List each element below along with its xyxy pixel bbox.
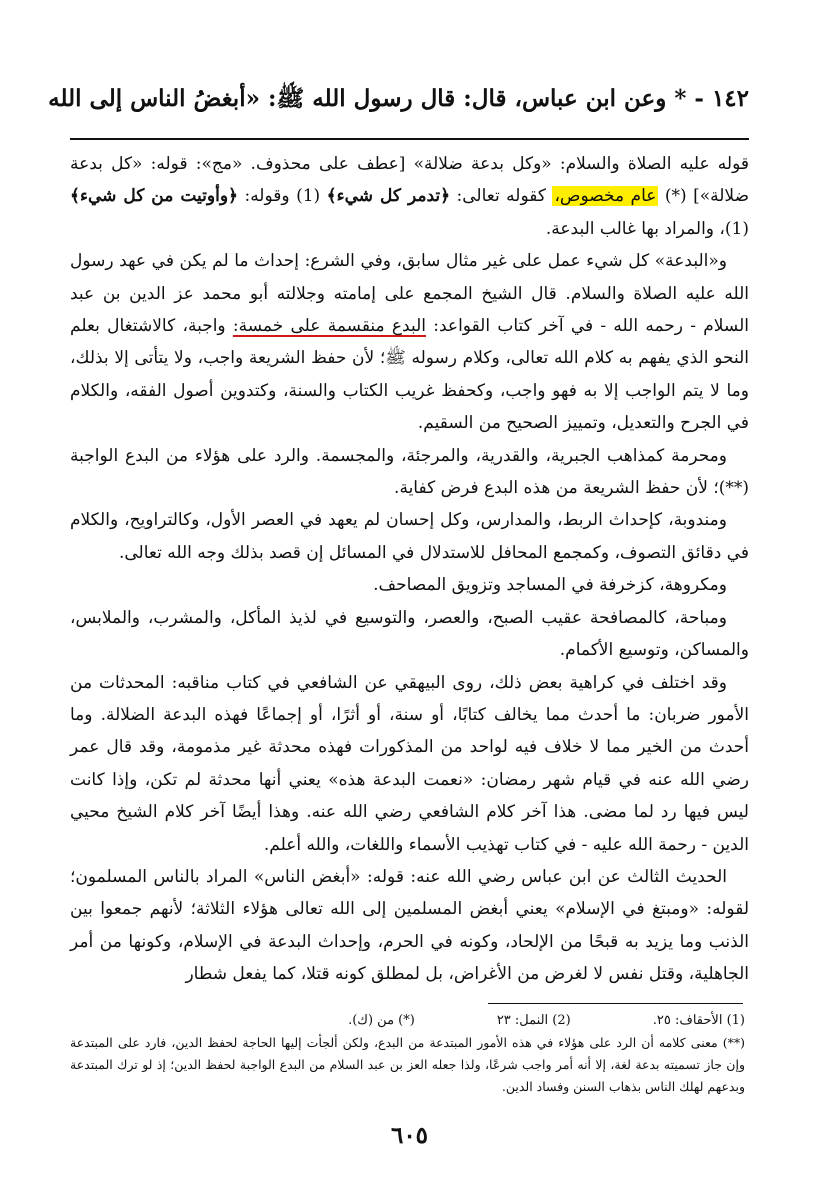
header-divider xyxy=(70,138,749,140)
paragraph-2: و«البدعة» كل شيء عمل على غير مثال سابق، وفي الشرع: إحداث ما لم يكن في عهد رسول الله عليه الصلاة والسلام. قال الشيخ المجمع على إمامته وجلالته أبو محمد عز الدين بن عبد السلام - رحمه الله - في آخر كتاب القواعد: البدع منقسمة على خمسة: واجبة، كالاشتغال بعلم النحو الذي يفهم به كلام الله تعالى، وكلام رسوله ﷺ؛ لأن حفظ الشريعة واجب، ولا يتأتى إلا بذلك، وما لا يتم الواجب إلا به فهو واجب، وكحفظ غريب الكتاب والسنة، وكتدوين أصول الفقه، والكلام في الجرح والتعديل، وتمييز الصحيح من السقيم. xyxy=(70,251,749,434)
footnote-note: (**) معنى كلامه أن الرد على هؤلاء في هذه الأمور المبتدعة من البدع، ولكن ألجأت إليها الحاجة لحفظ الدين، فارد على المبتدعة وإن جاز تسميته بدعة لغة، إلا أنه أمر واجب شرعًا، ولذا جعله العز بن عبد السلام من البدع الواجبة لحفظ الدين؛ إذ لو ترك المبتدعة وبدعهم لهلك الناس بذهاب السنن وفساد الدين. xyxy=(70,1035,745,1094)
footnote-ref-3: (*) من (ك). xyxy=(348,1013,415,1028)
quran-quote-1: ﴿تدمر كل شيء﴾ xyxy=(326,186,451,207)
footnote-references xyxy=(70,1010,745,1032)
paragraph-8: الحديث الثالث عن ابن عباس رضي الله عنه: قوله: «أبغض الناس» المراد بالناس المسلمون؛ لقوله: «ومبتغ في الإسلام» يعني أبغض المسلمين إلى الله تعالى هؤلاء الثلاثة؛ لأنهم جمعوا بين الذنب وما يزيد به قبحًا من الإلحاد، وكونه في الحرم، وإحداث البدعة في الإسلام، وكونها من أمر الجاهلية، وقتل نفس لا لغرض من الأغراض، بل لمطلق كونه قتلا، كما يفعل شطار xyxy=(70,866,749,985)
paragraph-5: ومكروهة، كزخرفة في المساجد وتزويق المصاحف. xyxy=(373,575,727,596)
hadith-header: ١٤٢ - * وعن ابن عباس، قال: قال رسول الله ﷺ: «أبغضُ الناس إلى الله xyxy=(48,85,749,112)
footnote-divider xyxy=(488,1003,743,1004)
paragraph-3: ومحرمة كمذاهب الجبرية، والقدرية، والمرجئة، والمجسمة. والرد على هؤلاء من البدع الواجبة (**)؛ لأن حفظ الشريعة من هذه البدع فرض كفاية. xyxy=(70,445,749,499)
footnotes xyxy=(70,1010,745,1098)
paragraph-7: وقد اختلف في كراهية بعض ذلك، روى البيهقي عن الشافعي في كتاب مناقبه: المحدثات من الأمور ضربان: ما أحدث مما يخالف كتابًا، أو سنة، أو أثرًا، أو إجماعًا فهذه البدعة الضلالة. وما أحدث من الخير مما لا خلاف فيه لواحد من المذكورات فهذه محدثة غير مذمومة، وقد قال عمر رضي الله عنه في قيام شهر رمضان: «نعمت البدعة هذه» يعني أنها محدثة لم تكن، وإذا كانت ليس فيها رد لما مضى. هذا آخر كلام الشافعي رضي الله عنه. وهذا أيضًا آخر كلام الشيخ محيي الدين - رحمة الله عليه - في كتاب تهذيب الأسماء واللغات، والله أعلم. xyxy=(70,672,749,855)
quran-quote-2: ﴿وأوتيت من كل شيء﴾ xyxy=(70,186,238,207)
underlined-phrase: البدع منقسمة على خمسة: xyxy=(232,316,427,337)
paragraph-6: ومباحة، كالمصافحة عقيب الصبح، والعصر، والتوسيع في لذيذ المأكل، والمشرب، والملابس، والمساكن، وتوسيع الأكمام. xyxy=(70,607,749,661)
footnote-ref-2: (2) النمل: ٢٣ xyxy=(496,1013,571,1028)
paragraph-1: قوله عليه الصلاة والسلام: «وكل بدعة ضلالة» [عطف على محذوف. «مج»: قوله: «كل بدعة ضلالة»] (*) عام مخصوص، كقوله تعالى: ﴿تدمر كل شيء﴾ (1) وقوله: ﴿وأوتيت من كل شيء﴾ (1)، والمراد بها غالب البدعة. xyxy=(70,154,750,239)
page-number: ٦٠٥ xyxy=(390,1122,429,1149)
highlighted-phrase: عام مخصوص، xyxy=(554,186,657,207)
footnote-ref-1: (1) الأحقاف: ٢٥. xyxy=(652,1013,745,1028)
commentary-body xyxy=(70,148,749,991)
paragraph-4: ومندوبة، كإحداث الربط، والمدارس، وكل إحسان لم يعهد في العصر الأول، وكالتراويح، والكلام في دقائق التصوف، وكمجمع المحافل للاستدلال في المسائل إن قصد بذلك وجه الله تعالى. xyxy=(70,510,749,563)
